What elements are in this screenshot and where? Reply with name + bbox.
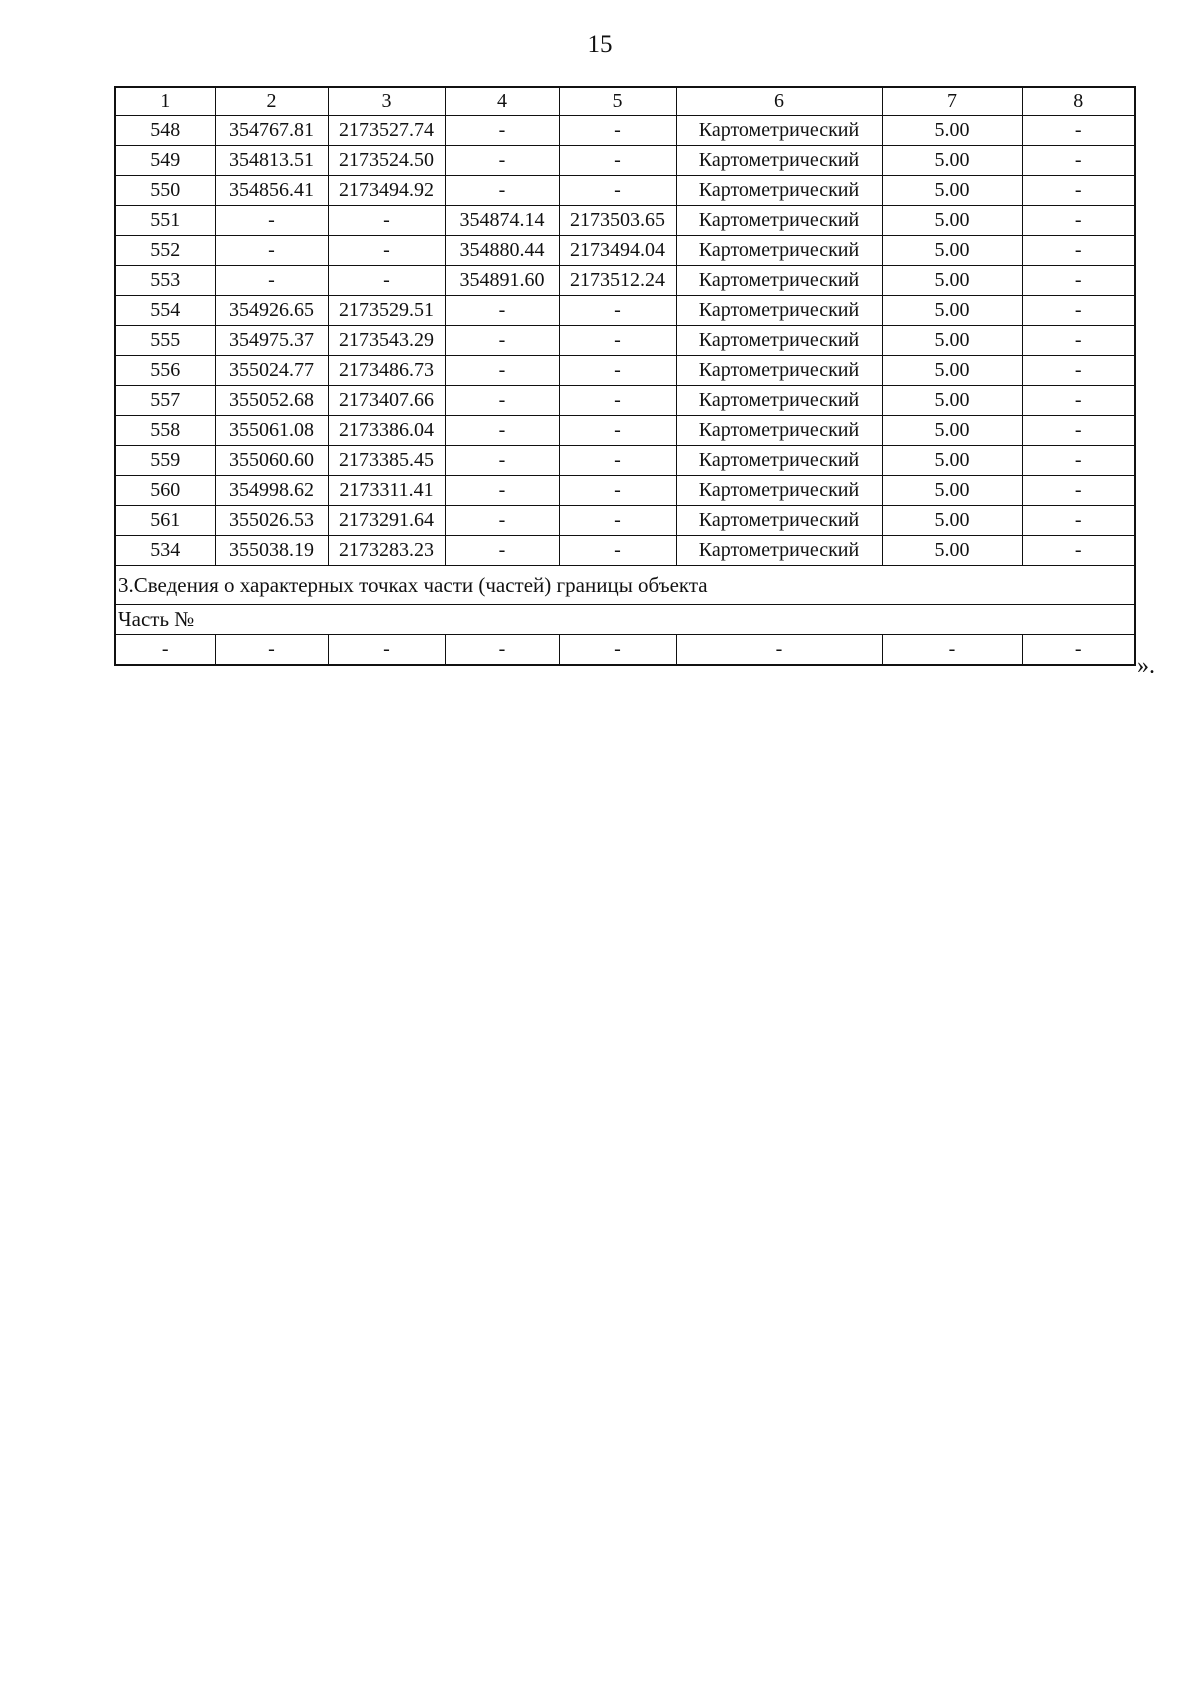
table-row xyxy=(115,326,1135,356)
column-header: 7 xyxy=(882,87,1022,116)
table-row xyxy=(115,206,1135,236)
table-cell: - xyxy=(559,176,676,206)
table-cell: Картометрический xyxy=(676,296,882,326)
table-cell: - xyxy=(1022,236,1135,266)
table-cell: - xyxy=(1022,476,1135,506)
table-cell: 5.00 xyxy=(882,326,1022,356)
table-cell: 556 xyxy=(115,356,215,386)
table-cell: 5.00 xyxy=(882,386,1022,416)
table-cell: 534 xyxy=(115,536,215,566)
table-cell: 2173311.41 xyxy=(328,476,445,506)
table-cell: 559 xyxy=(115,446,215,476)
table-cell: - xyxy=(445,116,559,146)
empty-cell: - xyxy=(676,635,882,666)
table-cell: 5.00 xyxy=(882,416,1022,446)
table-cell: - xyxy=(445,446,559,476)
table-cell: 354767.81 xyxy=(215,116,328,146)
table-cell: 2173407.66 xyxy=(328,386,445,416)
part-label: Часть № xyxy=(115,605,1135,635)
table-cell: 354856.41 xyxy=(215,176,328,206)
column-header: 6 xyxy=(676,87,882,116)
table-cell: 5.00 xyxy=(882,116,1022,146)
table-cell: - xyxy=(215,266,328,296)
table-cell: 5.00 xyxy=(882,536,1022,566)
table-cell: 5.00 xyxy=(882,176,1022,206)
table-cell: 355026.53 xyxy=(215,506,328,536)
table-cell: 2173385.45 xyxy=(328,446,445,476)
page-number: 15 xyxy=(587,31,613,58)
table-cell: 355060.60 xyxy=(215,446,328,476)
table-cell: - xyxy=(1022,176,1135,206)
table-row xyxy=(115,356,1135,386)
table-cell: 2173512.24 xyxy=(559,266,676,296)
table-cell: - xyxy=(559,536,676,566)
table-cell: 5.00 xyxy=(882,206,1022,236)
table-cell: - xyxy=(445,146,559,176)
table-cell: - xyxy=(328,236,445,266)
table-row xyxy=(115,116,1135,146)
table-cell: - xyxy=(559,506,676,536)
table-cell: 5.00 xyxy=(882,146,1022,176)
table-cell: - xyxy=(445,416,559,446)
table-cell: Картометрический xyxy=(676,326,882,356)
table-row xyxy=(115,176,1135,206)
table-row xyxy=(115,476,1135,506)
table-cell: 2173503.65 xyxy=(559,206,676,236)
column-header: 4 xyxy=(445,87,559,116)
table-cell: 354926.65 xyxy=(215,296,328,326)
table-cell: - xyxy=(1022,536,1135,566)
table-cell: 355038.19 xyxy=(215,536,328,566)
table-cell: - xyxy=(445,356,559,386)
table-cell: - xyxy=(445,536,559,566)
table-cell: - xyxy=(1022,356,1135,386)
table-cell: 355024.77 xyxy=(215,356,328,386)
table-footer xyxy=(115,566,1135,666)
table-header-row xyxy=(115,87,1135,116)
table-body xyxy=(115,87,1135,566)
table-cell: 549 xyxy=(115,146,215,176)
table-row xyxy=(115,416,1135,446)
table-cell: 2173291.64 xyxy=(328,506,445,536)
table-cell: 354880.44 xyxy=(445,236,559,266)
table-cell: Картометрический xyxy=(676,506,882,536)
column-header: 3 xyxy=(328,87,445,116)
table-cell: 560 xyxy=(115,476,215,506)
table-cell: 354975.37 xyxy=(215,326,328,356)
table-cell: - xyxy=(1022,296,1135,326)
table-row xyxy=(115,536,1135,566)
table-cell: - xyxy=(1022,116,1135,146)
table-cell: 2173543.29 xyxy=(328,326,445,356)
table-cell: Картометрический xyxy=(676,116,882,146)
empty-cell: - xyxy=(559,635,676,666)
table-cell: 557 xyxy=(115,386,215,416)
table-cell: 355052.68 xyxy=(215,386,328,416)
table-cell: - xyxy=(1022,416,1135,446)
table-cell: Картометрический xyxy=(676,236,882,266)
table-cell: - xyxy=(1022,446,1135,476)
table-row xyxy=(115,386,1135,416)
table-cell: Картометрический xyxy=(676,146,882,176)
table-cell: - xyxy=(1022,206,1135,236)
table-cell: 2173524.50 xyxy=(328,146,445,176)
table-cell: 5.00 xyxy=(882,476,1022,506)
table-cell: 551 xyxy=(115,206,215,236)
table-cell: Картометрический xyxy=(676,206,882,236)
table-cell: - xyxy=(559,116,676,146)
column-header: 5 xyxy=(559,87,676,116)
table-cell: Картометрический xyxy=(676,536,882,566)
table-cell: 550 xyxy=(115,176,215,206)
table-cell: 5.00 xyxy=(882,296,1022,326)
table-cell: - xyxy=(215,206,328,236)
table-cell: 5.00 xyxy=(882,236,1022,266)
closing-quote-mark: ». xyxy=(1137,653,1155,679)
table-cell: 553 xyxy=(115,266,215,296)
table-cell: - xyxy=(1022,266,1135,296)
table-cell: 561 xyxy=(115,506,215,536)
table-cell: - xyxy=(559,356,676,386)
table-cell: 355061.08 xyxy=(215,416,328,446)
table-cell: - xyxy=(328,206,445,236)
table-cell: Картометрический xyxy=(676,446,882,476)
table-cell: - xyxy=(445,296,559,326)
table-cell: 2173486.73 xyxy=(328,356,445,386)
column-header: 1 xyxy=(115,87,215,116)
table-cell: 2173386.04 xyxy=(328,416,445,446)
table-row xyxy=(115,296,1135,326)
table-cell: Картометрический xyxy=(676,266,882,296)
part-row xyxy=(115,605,1135,635)
empty-row xyxy=(115,635,1135,666)
table-cell: - xyxy=(1022,326,1135,356)
table-cell: 354998.62 xyxy=(215,476,328,506)
table-cell: - xyxy=(445,326,559,356)
table-cell: 354813.51 xyxy=(215,146,328,176)
table-row xyxy=(115,446,1135,476)
table-cell: - xyxy=(328,266,445,296)
table-cell: - xyxy=(215,236,328,266)
empty-cell: - xyxy=(115,635,215,666)
table-cell: - xyxy=(1022,146,1135,176)
table-cell: - xyxy=(445,386,559,416)
table-cell: 354891.60 xyxy=(445,266,559,296)
table-cell: Картометрический xyxy=(676,476,882,506)
table-cell: - xyxy=(445,476,559,506)
column-header: 8 xyxy=(1022,87,1135,116)
table-cell: 2173494.92 xyxy=(328,176,445,206)
table-cell: 5.00 xyxy=(882,266,1022,296)
table-row xyxy=(115,506,1135,536)
table-cell: 2173527.74 xyxy=(328,116,445,146)
table-cell: 354874.14 xyxy=(445,206,559,236)
table-cell: 548 xyxy=(115,116,215,146)
table-cell: - xyxy=(1022,506,1135,536)
table-cell: - xyxy=(445,506,559,536)
empty-cell: - xyxy=(882,635,1022,666)
table-cell: - xyxy=(559,416,676,446)
table-cell: - xyxy=(559,326,676,356)
section-title: 3.Сведения о характерных точках части (частей) границы объекта xyxy=(115,566,1135,605)
table-cell: - xyxy=(559,146,676,176)
table-cell: 2173494.04 xyxy=(559,236,676,266)
table-cell: 552 xyxy=(115,236,215,266)
table-row xyxy=(115,266,1135,296)
table-cell: Картометрический xyxy=(676,356,882,386)
section-row xyxy=(115,566,1135,605)
table-cell: - xyxy=(559,446,676,476)
table-cell: Картометрический xyxy=(676,176,882,206)
empty-cell: - xyxy=(445,635,559,666)
table-cell: 554 xyxy=(115,296,215,326)
table-cell: 2173283.23 xyxy=(328,536,445,566)
table-row xyxy=(115,236,1135,266)
table-cell: 2173529.51 xyxy=(328,296,445,326)
table-row xyxy=(115,146,1135,176)
column-header: 2 xyxy=(215,87,328,116)
table-cell: Картометрический xyxy=(676,386,882,416)
table-cell: 558 xyxy=(115,416,215,446)
table-cell: 555 xyxy=(115,326,215,356)
empty-cell: - xyxy=(328,635,445,666)
table-cell: Картометрический xyxy=(676,416,882,446)
table-cell: - xyxy=(445,176,559,206)
table-cell: 5.00 xyxy=(882,446,1022,476)
table-cell: - xyxy=(1022,386,1135,416)
empty-cell: - xyxy=(215,635,328,666)
table-cell: - xyxy=(559,476,676,506)
empty-cell: - xyxy=(1022,635,1135,666)
table-cell: - xyxy=(559,296,676,326)
table-cell: 5.00 xyxy=(882,356,1022,386)
coordinates-table xyxy=(114,86,1136,666)
table-cell: - xyxy=(559,386,676,416)
table-cell: 5.00 xyxy=(882,506,1022,536)
